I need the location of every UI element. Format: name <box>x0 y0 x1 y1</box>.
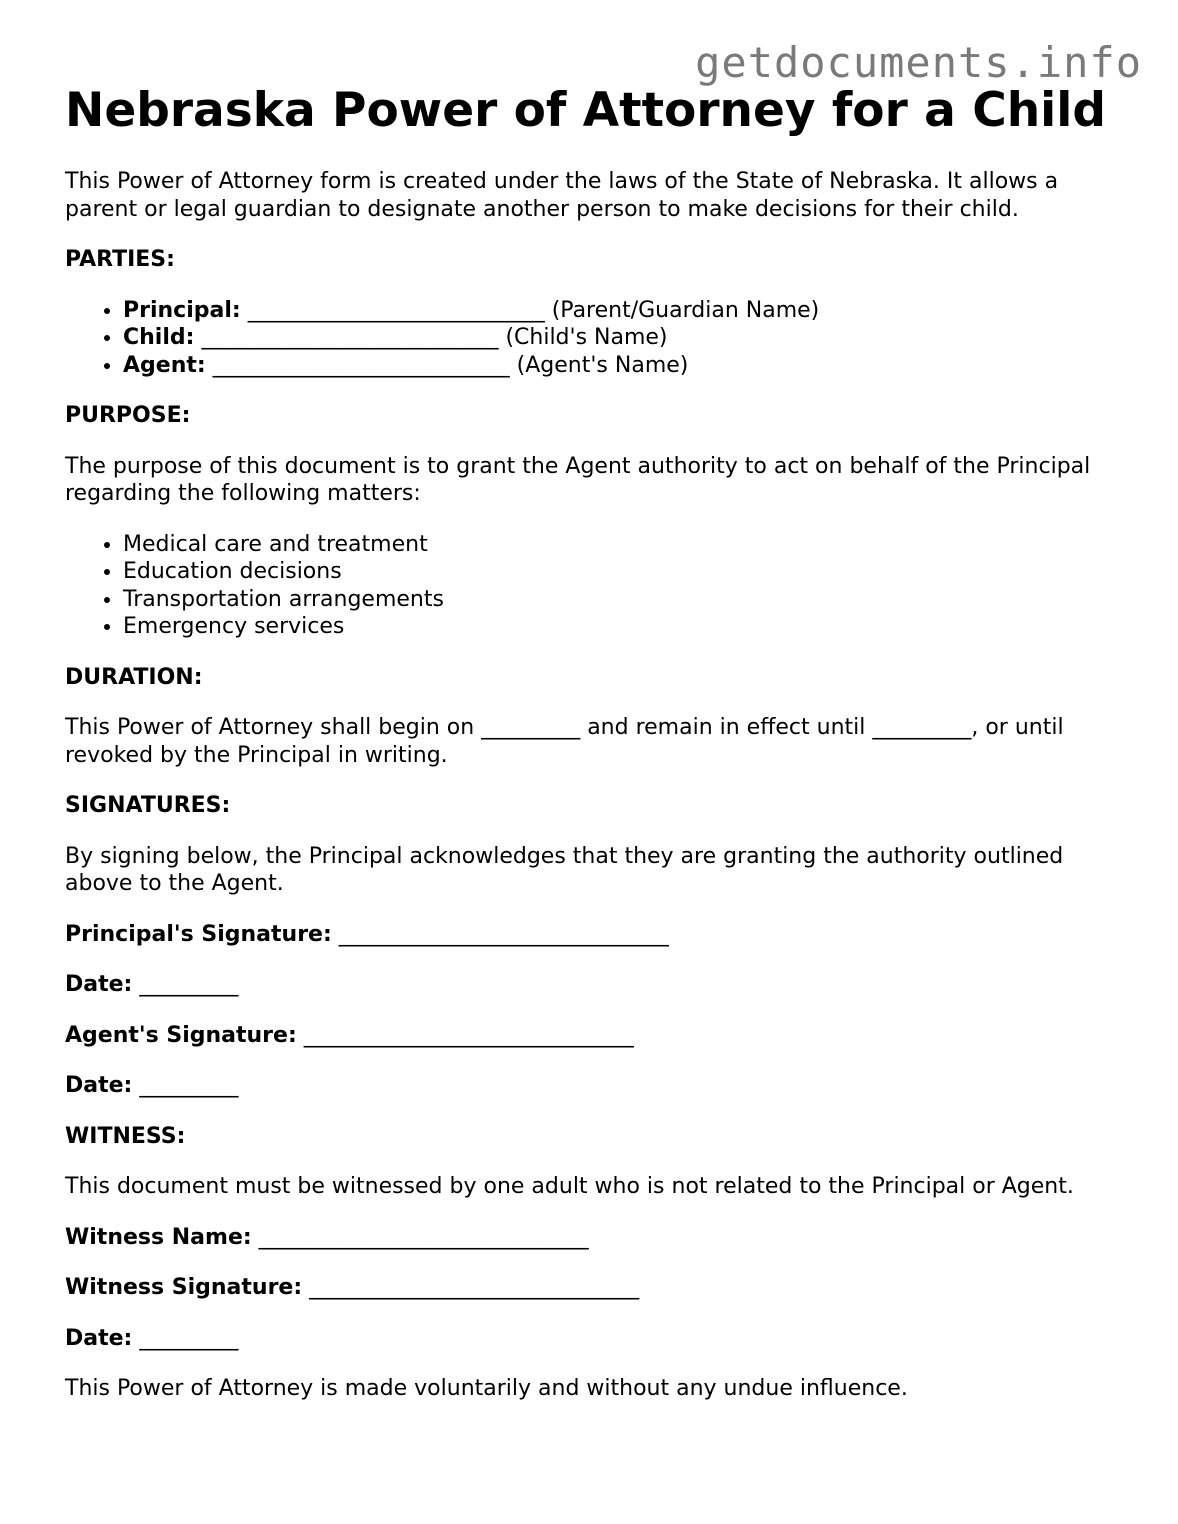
witness-signature-label: Witness Signature: <box>65 1275 303 1300</box>
party-blank[interactable]: ___________________________ <box>212 352 510 378</box>
witness-paragraph: This document must be witnessed by one adult who is not related to the Principal or Agent. <box>65 1174 1074 1199</box>
date-label: Date: <box>65 1073 133 1098</box>
list-item: • Transportation arrangements <box>123 586 1125 614</box>
witness-name-field[interactable]: ______________________________ <box>258 1224 589 1250</box>
agent-signature-field[interactable]: ______________________________ <box>303 1022 634 1048</box>
party-principal <box>123 297 1125 325</box>
witness-date-field[interactable]: _________ <box>139 1325 239 1351</box>
document-body <box>65 80 1125 1403</box>
witness-signature-field[interactable]: ______________________________ <box>309 1275 640 1300</box>
list-item: • Education decisions <box>123 558 1125 586</box>
parties-heading: PARTIES: <box>65 247 175 272</box>
page-title: Nebraska Power of Attorney for a Child <box>65 83 1107 138</box>
witness-name-label: Witness Name: <box>65 1224 252 1250</box>
principal-date-line <box>65 971 1125 999</box>
purpose-paragraph: The purpose of this document is to grant the Agent authority to act on behalf of the Principal regarding the following matters: <box>65 453 1091 506</box>
party-blank[interactable]: ___________________________ <box>201 325 499 350</box>
party-label: Agent: <box>123 352 206 378</box>
party-note: (Child's Name) <box>505 325 668 350</box>
agent-signature-label: Agent's Signature: <box>65 1022 297 1048</box>
party-child <box>123 324 1125 352</box>
party-note: (Agent's Name) <box>516 352 689 378</box>
party-note: (Parent/Guardian Name) <box>551 297 820 323</box>
witness-date-line <box>65 1325 1125 1353</box>
agent-date-field[interactable]: _________ <box>139 1073 239 1098</box>
parties-list <box>65 297 1125 380</box>
party-agent <box>123 352 1125 380</box>
intro-paragraph: This Power of Attorney form is created under the laws of the State of Nebraska. It allows a parent or legal guardian to designate another person to make decisions for their child. <box>65 169 1059 222</box>
agent-signature-line <box>65 1022 1125 1050</box>
witness-heading: WITNESS: <box>65 1123 186 1149</box>
principal-signature-field[interactable]: ______________________________ <box>338 921 669 947</box>
purpose-heading: PURPOSE: <box>65 403 191 428</box>
agent-date-line <box>65 1072 1125 1100</box>
signatures-heading: SIGNATURES: <box>65 793 231 818</box>
closing-paragraph: This Power of Attorney is made voluntarily and without any undue influence. <box>65 1376 908 1401</box>
witness-name-line <box>65 1224 1125 1252</box>
party-label: Child: <box>123 325 195 350</box>
list-item: • Medical care and treatment <box>123 531 1125 559</box>
duration-paragraph: This Power of Attorney shall begin on _________ and remain in effect until _________, or until revoked by the Principal in writing. <box>65 715 1064 768</box>
duration-heading: DURATION: <box>65 664 203 690</box>
watermark: getdocuments.info <box>695 38 1142 87</box>
party-label: Principal: <box>123 297 241 323</box>
purpose-list <box>65 531 1125 641</box>
witness-signature-line <box>65 1274 1125 1302</box>
principal-signature-line <box>65 921 1125 949</box>
date-label: Date: <box>65 972 133 997</box>
list-item: • Emergency services <box>123 613 1125 641</box>
principal-date-field[interactable]: _________ <box>139 972 239 997</box>
principal-signature-label: Principal's Signature: <box>65 921 332 947</box>
party-blank[interactable]: ___________________________ <box>247 297 545 323</box>
signatures-paragraph: By signing below, the Principal acknowledges that they are granting the authority outlined above to the Agent. <box>65 843 1064 896</box>
date-label: Date: <box>65 1325 133 1351</box>
